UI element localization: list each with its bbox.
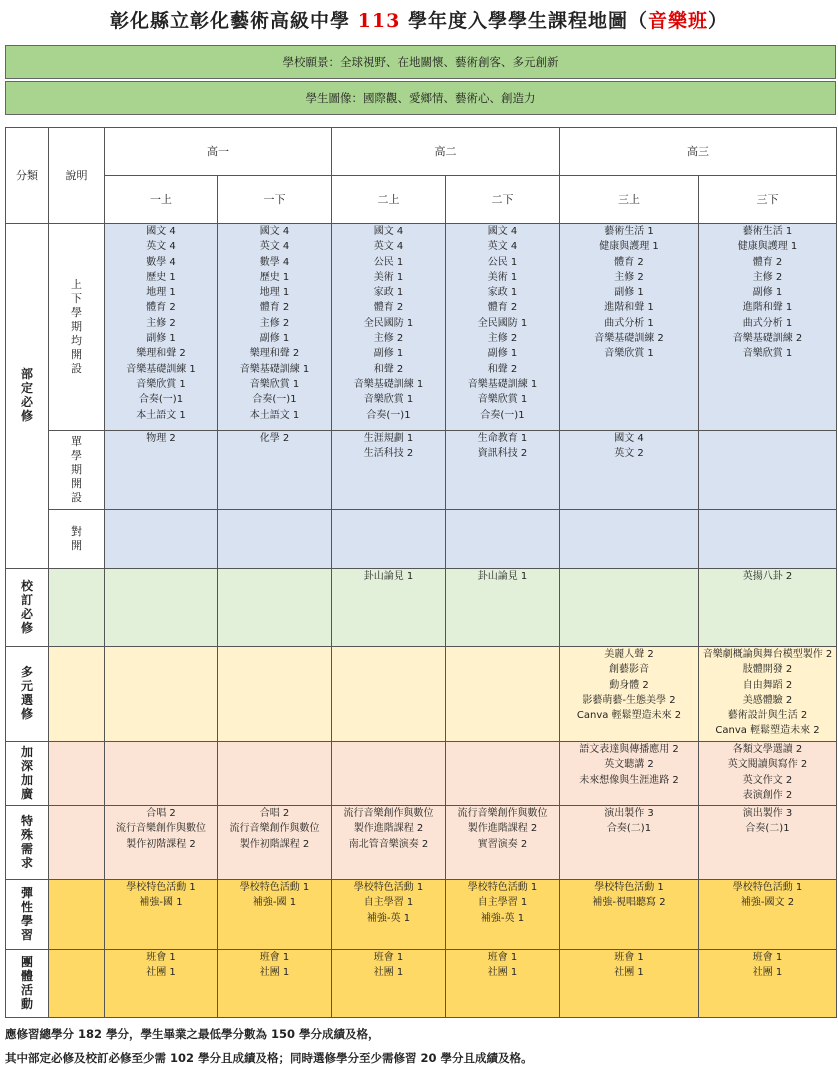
course-item: 音樂欣賞 1 [604,348,654,360]
course-item: 體育 2 [146,302,176,314]
course-cell [105,431,218,510]
course-item: 化學 2 [259,433,290,444]
category-advanced-label: 加深加廣 [20,744,33,801]
course-item: 數學 4 [146,256,176,268]
course-item: 副修 1 [373,348,404,360]
course-item: 自由舞蹈 2 [742,679,793,691]
course-item: 音樂欣賞 1 [136,378,186,390]
category-flexible-label: 彈性學習 [20,885,33,942]
course-item: 健康與護理 1 [737,241,798,253]
course-item: 社團 1 [487,967,518,979]
course-cell [218,224,332,431]
course-item: 美術 1 [487,271,518,283]
course-item: 英文 4 [487,241,518,253]
student-portrait-banner [5,81,836,115]
course-item: 資訊科技 2 [477,448,528,460]
course-cell [699,569,837,647]
course-cell [446,742,560,806]
course-item: Canva 輕鬆塑造未來 2 [576,710,682,722]
course-cell [105,510,218,569]
course-item: 副修 1 [259,333,290,345]
course-cell [699,510,837,569]
course-cell [560,224,699,431]
course-item: 美麗人聲 2 [604,649,654,660]
note-empty [49,950,105,1018]
header-semester: 二上 [332,176,446,224]
course-cell [218,880,332,950]
course-cell [332,431,446,510]
course-item: 自主學習 1 [363,897,414,909]
course-item: 副修 1 [614,287,644,299]
course-item: 英文閱讀與寫作 2 [727,759,808,771]
course-item: 歷史 1 [259,271,290,283]
course-item: 健康與護理 1 [599,241,659,253]
course-cell [332,569,446,647]
header-grade-1: 高一 [105,128,332,176]
footnote-line-2: 其中部定必修及校訂必修至少需 102 學分且成績及格；同時選修學分至少需修習 20 學分且成績及格。 [5,1051,533,1065]
category-required [6,224,49,569]
course-item: 家政 1 [373,287,404,299]
course-item: 班會 1 [487,952,518,963]
header-note: 說明 [49,128,105,224]
title-program: 音樂班 [647,10,708,32]
course-cell [332,950,446,1018]
course-item: 音樂基礎訓練 1 [239,363,310,375]
course-item: 數學 4 [259,256,290,268]
course-cell [699,806,837,880]
course-cell [332,880,446,950]
course-item: 音樂欣賞 1 [742,348,793,360]
category-school-required [6,569,49,647]
course-cell [699,647,837,742]
note-both-semesters [49,224,105,431]
course-item: 英文 4 [373,241,404,253]
course-item: 曲式分析 1 [604,317,654,329]
course-item: 主修 2 [146,317,176,329]
course-item: 補強-國 1 [139,897,183,909]
course-item: 和聲 2 [373,363,404,375]
header-category: 分類 [6,128,49,224]
course-item: 體育 2 [259,302,290,314]
category-flexible [6,880,49,950]
course-item: 社團 1 [146,967,176,979]
note-empty [49,569,105,647]
course-cell [105,224,218,431]
title-year: 113 [357,10,401,32]
course-item: 國文 4 [614,433,644,444]
course-cell [560,806,699,880]
course-cell [218,431,332,510]
course-item: 學校特色活動 1 [732,882,803,893]
course-item: 藝術生活 1 [604,226,654,237]
course-cell [332,647,446,742]
course-item: 肢體開發 2 [742,664,793,676]
course-item: 生活科技 2 [363,448,414,460]
category-school-required-label: 校訂必修 [20,578,33,635]
note-empty [49,647,105,742]
course-item: 生涯規劃 1 [363,433,414,444]
course-cell [105,806,218,880]
course-item: 各類文學選讀 2 [732,744,803,755]
course-cell [332,742,446,806]
course-cell [699,880,837,950]
course-item: 主修 2 [259,317,290,329]
course-item: 音樂基礎訓練 1 [126,363,196,375]
footnote-line-1: 應修習總學分 182 學分，學生畢業之最低學分數為 150 學分成績及格， [5,1027,380,1041]
category-group-activity [6,950,49,1018]
course-item: 班會 1 [752,952,783,963]
course-cell [446,950,560,1018]
course-item: 曲式分析 1 [742,317,793,329]
course-cell [560,569,699,647]
course-item: 主修 2 [752,271,783,283]
note-single-label: 單學期開設 [71,434,82,504]
course-item: 學校特色活動 1 [467,882,538,893]
course-item: 學校特色活動 1 [353,882,424,893]
course-item: 社團 1 [259,967,290,979]
course-item: 全民國防 1 [363,317,414,329]
course-item: 合唱 2 [146,808,176,819]
course-item: 美感體驗 2 [742,694,793,706]
student-portrait-text: 學生圖像：國際觀、愛鄉情、藝術心、創造力 [305,91,536,105]
course-item: 音樂欣賞 1 [249,378,300,390]
course-item: 美術 1 [373,271,404,283]
course-item: 自主學習 1 [477,897,528,909]
category-special [6,806,49,880]
course-item: 未來想像與生涯進路 2 [579,774,679,786]
course-cell [332,806,446,880]
header-grade-3: 高三 [560,128,837,176]
course-item: 音樂劇概論與舞台模型製作 2 [702,649,833,660]
course-item: 音樂欣賞 1 [477,394,528,406]
course-cell [560,647,699,742]
course-item: 主修 2 [373,333,404,345]
course-cell [105,880,218,950]
course-item: 英文聽講 2 [604,759,654,771]
header-semester: 三下 [699,176,837,224]
course-item: 物理 2 [146,433,176,444]
course-item: 和聲 2 [487,363,518,375]
school-vision-text: 學校願景：全球視野、在地關懷、藝術創客、多元創新 [282,55,559,69]
course-item: 補強-國文 2 [740,897,795,909]
course-item: 體育 2 [373,302,404,314]
course-cell [332,510,446,569]
category-required-label: 部定必修 [20,367,33,424]
title-close: ） [707,10,728,32]
course-item: 副修 1 [752,287,783,299]
course-item: 演出製作 3 [604,808,654,819]
credit-footnote [5,1022,533,1070]
course-item: 班會 1 [259,952,290,963]
course-item: 副修 1 [487,348,518,360]
course-item: 班會 1 [614,952,644,963]
course-cell [446,647,560,742]
course-item: 進階和聲 1 [742,302,793,314]
course-item: 國文 4 [373,226,404,237]
course-cell [560,431,699,510]
course-item: 表演創作 2 [742,789,793,801]
course-item: 製作初階課程 2 [126,838,196,850]
course-item: 體育 2 [752,256,783,268]
course-cell [699,431,837,510]
note-single-semester [49,431,105,510]
course-item: 本土語文 1 [136,409,186,421]
course-item: 本土語文 1 [249,409,300,421]
course-cell [699,742,837,806]
course-item: 演出製作 3 [742,808,793,819]
course-item: 語文表達與傳播應用 2 [579,744,679,755]
course-cell [218,806,332,880]
course-cell [699,950,837,1018]
course-item: 體育 2 [614,256,644,268]
course-item: 合奏(二)1 [606,823,652,835]
course-cell [105,569,218,647]
course-item: 藝術生活 1 [742,226,793,237]
course-cell [446,880,560,950]
course-item: 學校特色活動 1 [239,882,310,893]
course-cell [218,647,332,742]
course-item: 地理 1 [146,287,176,299]
course-cell [105,950,218,1018]
note-alt-label: 對開 [71,524,82,552]
course-item: 製作進階課程 2 [353,823,424,835]
course-item: 歷史 1 [146,271,176,283]
course-item: 音樂基礎訓練 2 [594,333,664,345]
course-item: 英文 4 [259,241,290,253]
course-item: 公民 1 [487,256,518,268]
curriculum-table [5,127,837,1018]
course-cell [105,647,218,742]
course-item: 社團 1 [373,967,404,979]
note-both-label: 上下學期均開設 [71,277,82,375]
course-item: 卦山論見 1 [363,571,414,582]
note-empty [49,806,105,880]
course-cell [105,742,218,806]
header-semester: 二下 [446,176,560,224]
course-item: 地理 1 [259,287,290,299]
course-item: 音樂基礎訓練 2 [732,333,803,345]
course-item: 藝術設計與生活 2 [727,710,808,722]
course-cell [446,569,560,647]
course-item: 樂理和聲 2 [136,348,186,360]
course-item: 全民國防 1 [477,317,528,329]
course-item: 學校特色活動 1 [126,882,196,893]
category-elective-label: 多元選修 [20,665,33,722]
course-item: 合奏(一)1 [366,409,411,421]
note-empty [49,742,105,806]
course-item: 英揚八卦 2 [742,571,793,582]
category-special-label: 特殊需求 [20,813,33,870]
category-advanced [6,742,49,806]
course-item: 補強-國 1 [252,897,297,909]
course-cell [560,950,699,1018]
course-item: 國文 4 [259,226,290,237]
header-semester: 一下 [218,176,332,224]
course-item: 補強-英 1 [366,912,411,924]
course-item: 補強-英 1 [480,912,525,924]
title-desc: 學年度入學學生課程地圖（ [407,10,648,32]
course-cell [218,742,332,806]
course-item: 實習演奏 2 [477,838,528,850]
course-item: 音樂基礎訓練 1 [467,378,538,390]
course-item: 南北管音樂演奏 2 [348,838,429,850]
course-item: 創藝影音 [609,664,649,676]
course-item: 影藝萌藝-生態美學 2 [582,694,676,706]
course-item: 音樂欣賞 1 [363,394,414,406]
course-item: 流行音樂創作與數位 [343,808,434,819]
course-cell [218,950,332,1018]
course-item: 社團 1 [752,967,783,979]
page-title [0,6,838,33]
course-cell [699,224,837,431]
course-item: 主修 2 [614,271,644,283]
course-cell [446,510,560,569]
course-item: 流行音樂創作與數位 [457,808,548,819]
course-item: 國文 4 [487,226,518,237]
course-cell [218,510,332,569]
course-item: 流行音樂創作與數位 [116,823,206,835]
course-item: 公民 1 [373,256,404,268]
course-item: 動身體 2 [609,679,649,691]
course-item: 班會 1 [373,952,404,963]
course-item: 製作進階課程 2 [467,823,538,835]
course-item: 合唱 2 [259,808,290,819]
course-item: 合奏(一)1 [480,409,525,421]
category-elective [6,647,49,742]
course-item: 製作初階課程 2 [239,838,310,850]
course-item: 生命教育 1 [477,433,528,444]
course-item: 家政 1 [487,287,518,299]
course-item: 合奏(一)1 [138,394,184,406]
course-item: 卦山論見 1 [477,571,528,582]
course-item: 合奏(二)1 [745,823,790,835]
course-item: 英文 2 [614,448,644,460]
course-item: 進階和聲 1 [604,302,654,314]
school-vision-banner [5,45,836,79]
course-item: Canva 輕鬆塑造未來 2 [715,725,820,737]
category-group-label: 團體活動 [20,954,33,1011]
course-cell [560,742,699,806]
course-item: 學校特色活動 1 [594,882,664,893]
header-semester: 三上 [560,176,699,224]
course-cell [218,569,332,647]
course-item: 音樂基礎訓練 1 [353,378,424,390]
course-item: 社團 1 [614,967,644,979]
course-item: 主修 2 [487,333,518,345]
course-item: 補強-視唱聽寫 2 [592,897,666,909]
course-item: 流行音樂創作與數位 [229,823,320,835]
note-alternating [49,510,105,569]
course-item: 合奏(一)1 [252,394,297,406]
course-item: 英文 4 [146,241,176,253]
course-cell [332,224,446,431]
title-school: 彰化縣立彰化藝術高級中學 [110,10,351,32]
course-cell [446,431,560,510]
course-item: 國文 4 [146,226,176,237]
header-semester: 一上 [105,176,218,224]
course-item: 英文作文 2 [742,774,793,786]
course-cell [560,510,699,569]
course-item: 副修 1 [146,333,176,345]
note-empty [49,880,105,950]
course-item: 體育 2 [487,302,518,314]
course-cell [560,880,699,950]
course-cell [446,224,560,431]
header-grade-2: 高二 [332,128,560,176]
course-item: 班會 1 [146,952,176,963]
course-item: 樂理和聲 2 [249,348,300,360]
course-cell [446,806,560,880]
